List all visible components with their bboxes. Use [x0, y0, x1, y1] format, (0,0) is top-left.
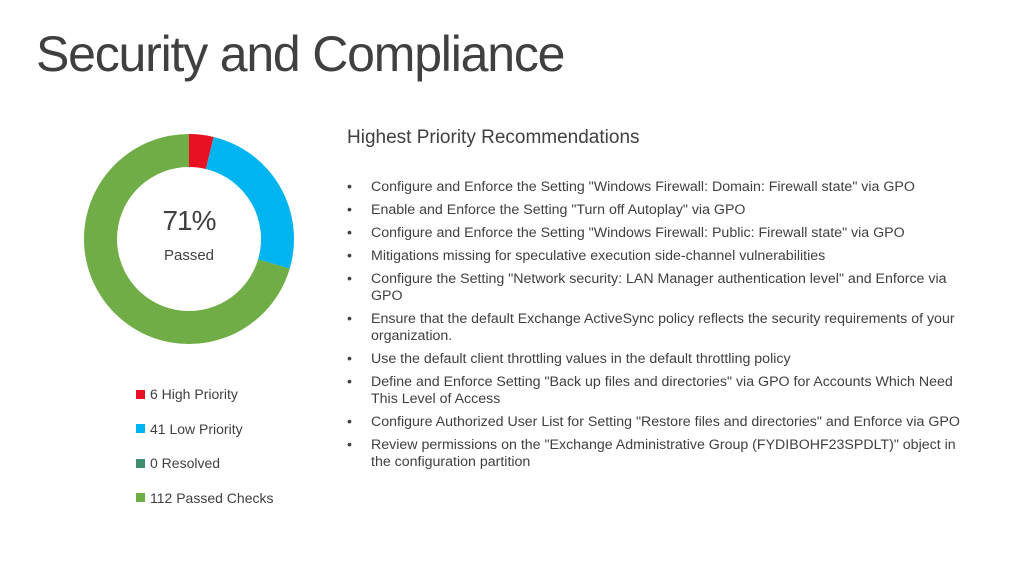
- recommendation-item: [347, 225, 962, 242]
- recommendation-item: [347, 248, 962, 265]
- recommendation-item: [347, 202, 962, 219]
- donut-chart-svg: [83, 133, 295, 345]
- recommendation-text: Enable and Enforce the Setting "Turn off Autoplay" via GPO: [371, 202, 746, 218]
- bullet-icon: •: [347, 311, 352, 327]
- legend-label-high-priority: 6 High Priority: [150, 386, 238, 402]
- legend-swatch-passed-checks: [136, 493, 145, 502]
- recommendation-item: [347, 179, 962, 196]
- legend-item-high-priority: [136, 384, 326, 404]
- passed-percentage: 71%: [162, 205, 216, 236]
- bullet-icon: •: [347, 351, 352, 367]
- bullet-icon: •: [347, 374, 352, 390]
- recommendations-heading: Highest Priority Recommendations: [347, 127, 640, 148]
- passed-label: Passed: [163, 247, 215, 264]
- recommendation-item: [347, 374, 962, 408]
- legend-swatch-high-priority: [136, 390, 145, 399]
- legend-swatch-resolved: [136, 459, 145, 468]
- page-title: Security and Compliance: [36, 26, 565, 82]
- recommendation-text: Review permissions on the "Exchange Administrative Group (FYDIBOHF23SPDLT)" object in the configuration partition: [371, 437, 956, 470]
- bullet-icon: •: [347, 225, 352, 241]
- legend-item-passed-checks: [136, 488, 326, 508]
- legend-label-resolved: 0 Resolved: [150, 455, 221, 471]
- recommendation-text: Mitigations missing for speculative execution side-channel vulnerabilities: [371, 248, 826, 264]
- recommendation-text: Use the default client throttling values in the default throttling policy: [371, 351, 791, 367]
- legend-label-low-priority: 41 Low Priority: [150, 420, 243, 437]
- recommendation-text: Ensure that the default Exchange ActiveSync policy reflects the security requirements of your organization.: [371, 311, 955, 344]
- chart-legend: [136, 384, 326, 522]
- recommendation-item: [347, 271, 962, 305]
- recommendation-item: [347, 414, 962, 431]
- bullet-icon: •: [347, 248, 352, 264]
- donut-chart: [83, 133, 295, 345]
- recommendation-item: [347, 351, 962, 368]
- recommendation-item: [347, 311, 962, 345]
- recommendation-text: Configure and Enforce the Setting "Windows Firewall: Domain: Firewall state" via GPO: [371, 179, 915, 195]
- legend-swatch-low-priority: [136, 424, 145, 433]
- bullet-icon: •: [347, 437, 352, 453]
- recommendation-text: Configure Authorized User List for Setting "Restore files and directories" and Enforce via GPO: [371, 414, 960, 430]
- legend-label-passed-checks: 112 Passed Checks: [150, 489, 274, 506]
- recommendation-text: Configure the Setting "Network security: LAN Manager authentication level" and Enforce via GPO: [371, 271, 947, 304]
- recommendation-item: [347, 437, 962, 471]
- recommendations-list: [347, 179, 962, 477]
- legend-item-resolved: [136, 453, 326, 473]
- recommendation-text: Define and Enforce Setting "Back up files and directories" via GPO for Accounts Which Need This Level of Access: [371, 374, 953, 407]
- bullet-icon: •: [347, 202, 352, 218]
- bullet-icon: •: [347, 414, 352, 430]
- bullet-icon: •: [347, 271, 352, 287]
- legend-item-low-priority: [136, 419, 326, 439]
- bullet-icon: •: [347, 179, 352, 195]
- recommendation-text: Configure and Enforce the Setting "Windows Firewall: Public: Firewall state" via GPO: [371, 225, 905, 241]
